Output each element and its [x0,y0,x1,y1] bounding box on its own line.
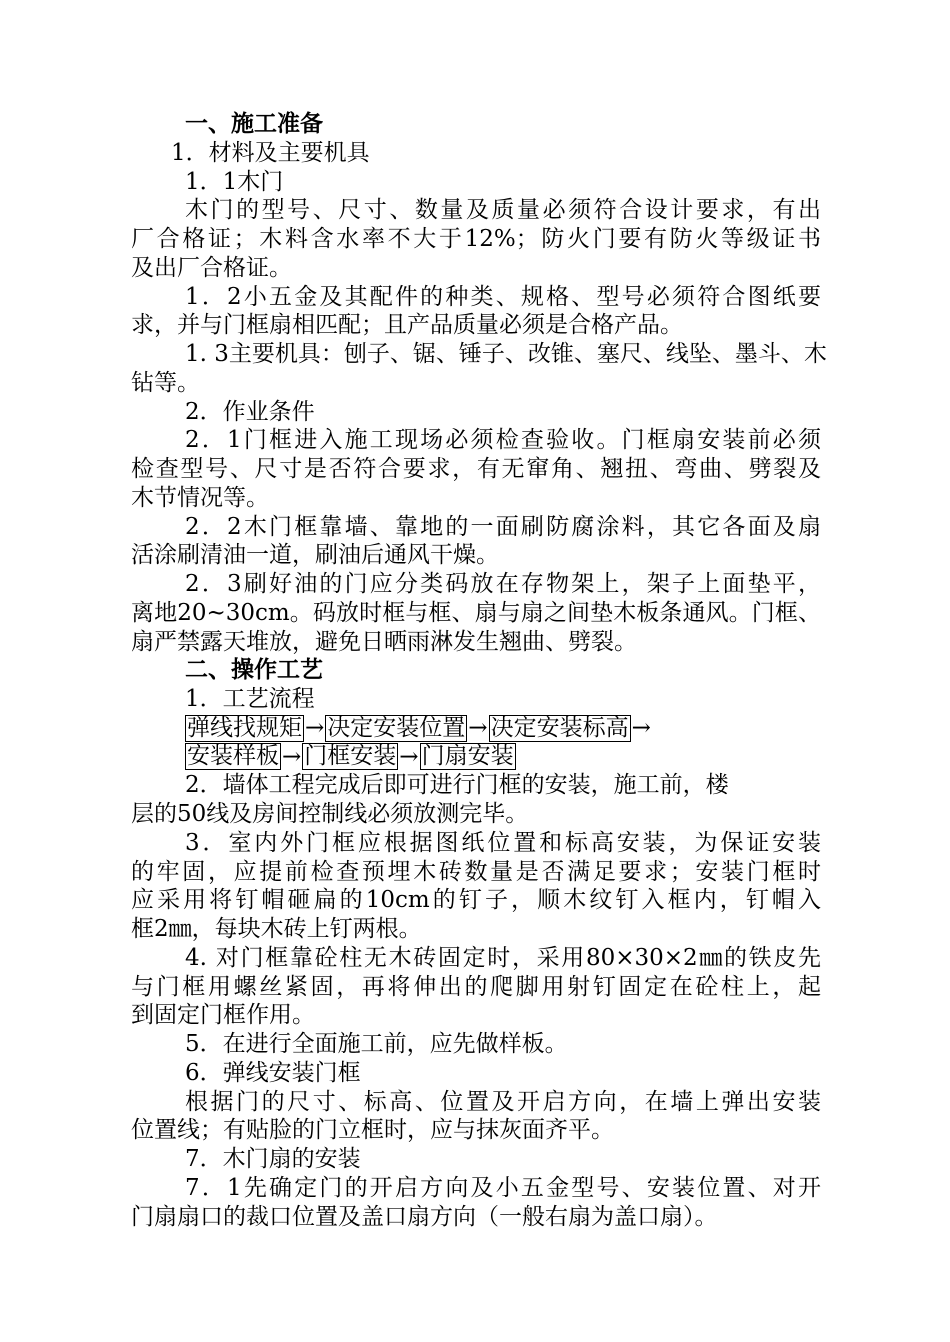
flow-step: 门框安装 [304,743,397,770]
paragraph-line: 的牢固，应提前检查预埋木砖数量是否满足要求；安装门框时 [131,858,821,885]
arrow-icon: → [399,743,419,770]
paragraph-line: 7．1先确定门的开启方向及小五金型号、安装位置、对开 [185,1174,821,1201]
paragraph-line: 到固定门框作用。 [131,1002,315,1029]
paragraph-line: 2．3刷好油的门应分类码放在存物架上，架子上面垫平， [185,571,821,597]
arrow-icon: → [305,714,325,741]
paragraph-line: 根据门的尺寸、标高、位置及开启方向，在墙上弹出安装 [185,1088,821,1115]
flow-step: 安装样板 [187,743,279,770]
paragraph-line: 厂合格证；木料含水率不大于12%；防火门要有防火等级证书 [131,226,821,252]
subheading: 1．1木门 [185,168,284,195]
flow-step: 弹线找规矩 [187,714,302,741]
paragraph-line: 2．1门框进入施工现场必须检查验收。门框扇安装前必须 [185,427,821,454]
paragraph-line: 位置线；有贴脸的门立框时，应与抹灰面齐平。 [131,1117,614,1144]
paragraph-line: 2．2木门框靠墙、靠地的一面刷防腐涂料，其它各面及扇 [185,513,821,540]
paragraph-line: 框2㎜，每块木砖上钉两根。 [131,916,422,942]
paragraph-line: 4. 对门框靠砼柱无木砖固定时，采用80×30×2㎜的铁皮先 [185,944,821,971]
paragraph-line: 与门框用螺丝紧固，再将伸出的爬脚用射钉固定在砼柱上，起 [131,973,821,1000]
process-flow-row-1 [131,714,821,743]
paragraph-line: 活涂刷清油一道，刷油后通风干燥。 [131,542,499,569]
subheading: 2．作业条件 [185,398,315,425]
paragraph-line: 扇严禁露天堆放，避免日晒雨淋发生翘曲、劈裂。 [131,628,637,655]
arrow-icon: → [282,743,302,770]
section-heading: 一、施工准备 [185,110,323,137]
paragraph-line: 层的50线及房间控制线必须放测完毕。 [131,801,529,827]
document-page [131,110,827,1231]
paragraph-line: 门扇扇口的裁口位置及盖口扇方向（一般右扇为盖口扇）。 [131,1203,718,1230]
subheading: 1．材料及主要机具 [171,139,370,166]
paragraph-line: 2．墙体工程完成后即可进行门框的安装，施工前，楼 [185,772,729,799]
flow-step: 决定安装位置 [327,714,466,741]
paragraph-line: 木节情况等。 [131,484,269,511]
paragraph-line: 检查型号、尺寸是否符合要求，有无窜角、翘扭、弯曲、劈裂及 [131,456,821,482]
paragraph-line: 木门的型号、尺寸、数量及质量必须符合设计要求，有出 [185,197,821,224]
subheading: 1．工艺流程 [185,686,315,712]
process-flow-row-2 [131,743,821,772]
arrow-icon: → [468,714,488,741]
paragraph-line: 1．2小五金及其配件的种类、规格、型号必须符合图纸要 [185,283,821,310]
paragraph-line: 应采用将钉帽砸扁的10cm的钉子，顺木纹钉入框内，钉帽入 [131,887,821,914]
section-heading: 二、操作工艺 [185,656,323,684]
paragraph-line: 及出厂合格证。 [131,254,292,281]
paragraph-line: 离地20~30cm。码放时框与框、扇与扇之间垫木板条通风。门框、 [131,599,821,626]
subheading: 7．木门扇的安装 [185,1146,361,1172]
paragraph-line: 1. 3主要机具：刨子、锯、锤子、改锥、塞尺、线坠、墨斗、木 [185,341,827,367]
subheading: 6．弹线安装门框 [185,1059,361,1086]
arrow-icon: → [631,714,651,741]
flow-step: 门扇安装 [421,743,514,770]
paragraph-line: 3．室内外门框应根据图纸位置和标高安装，为保证安装 [185,829,821,856]
flow-step: 决定安装标高 [490,714,629,741]
paragraph-line: 求，并与门框扇相匹配；且产品质量必须是合格产品。 [131,312,683,339]
paragraph-line: 钻等。 [131,369,200,396]
paragraph-line: 5．在进行全面施工前，应先做样板。 [185,1031,568,1057]
